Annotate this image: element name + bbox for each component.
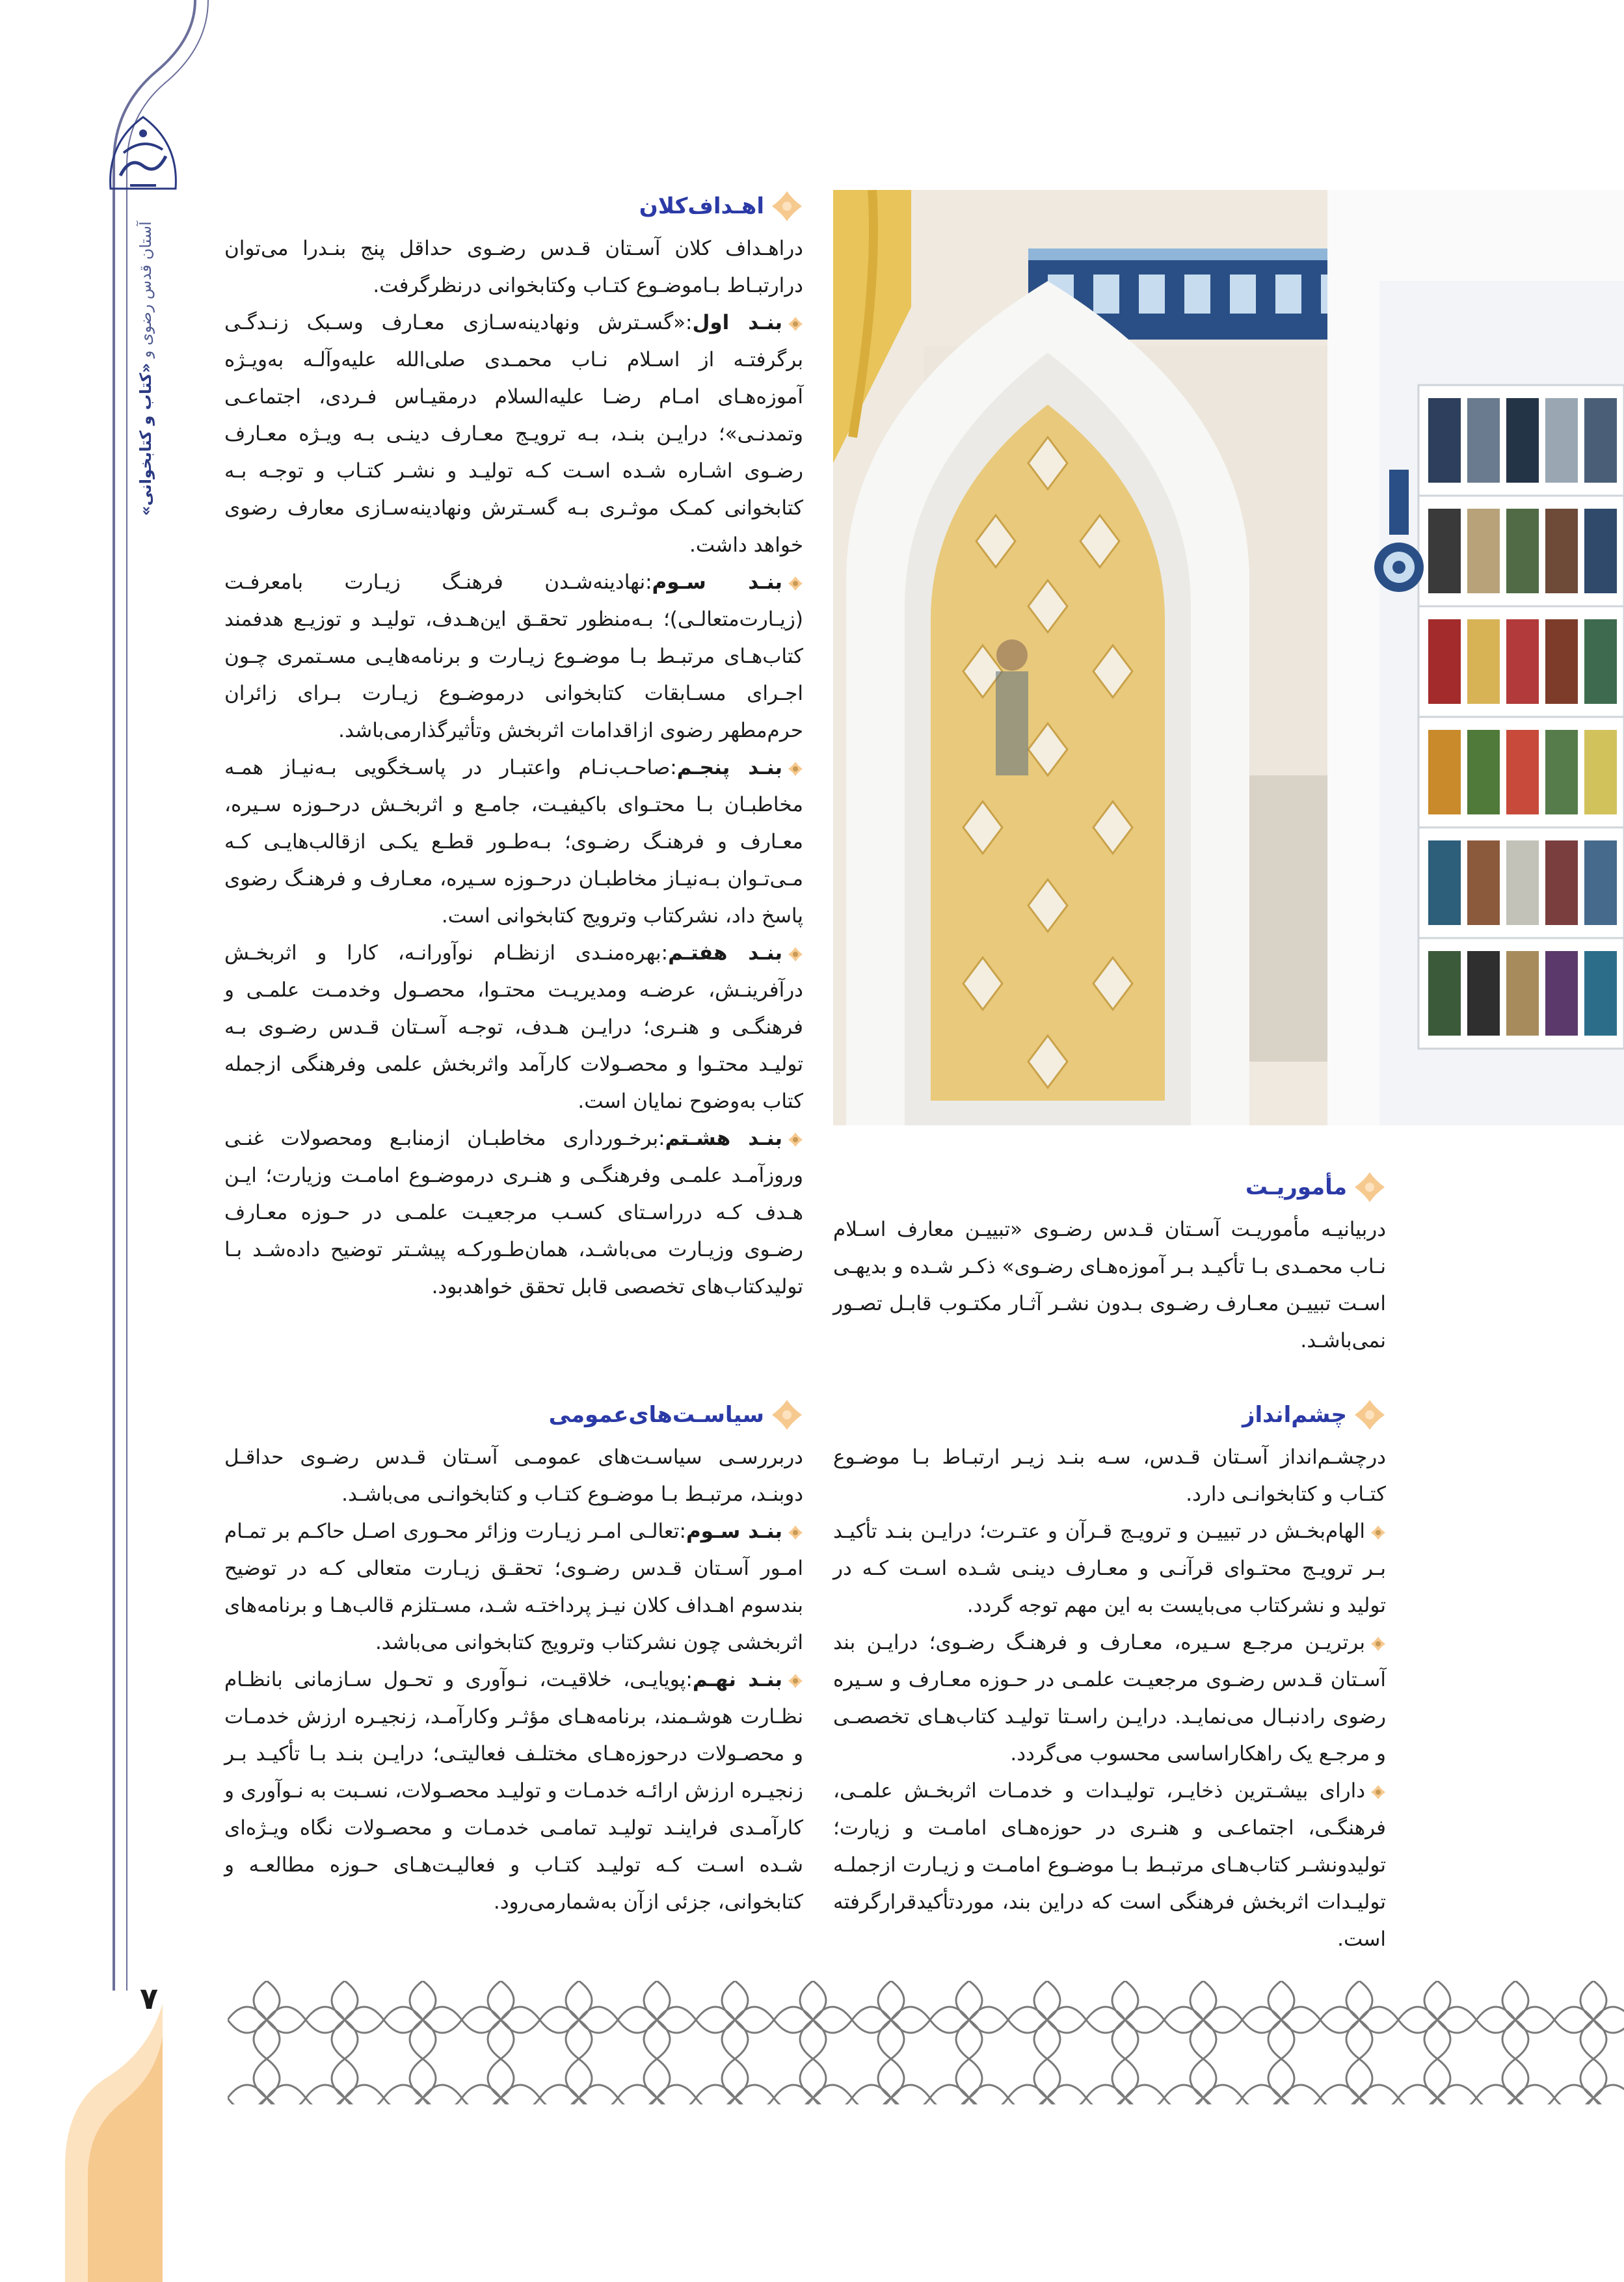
goals-item: [224, 564, 803, 749]
bullet-flower-icon: [788, 1525, 803, 1540]
goals-intro: دراهـداف کلان آسـتان قـدس رضـوی حداقل پنج بنـدرا می‌توان درارتبـاط بـاموضـوع کتـاب وکتابخوانی درنظرگرفت.: [224, 237, 803, 297]
vision-item: [833, 1624, 1386, 1773]
side-title-plain: آستان قدس رضوی و: [137, 221, 155, 358]
goals-heading: [224, 190, 803, 222]
logo-calligraphy-icon: [98, 104, 189, 202]
vision-intro: درچشـم‌انداز آسـتان قـدس، سـه بنـد زیـر ارتبـاط بـا موضـوع کتـاب و کتابخوانـی دارد.: [833, 1445, 1386, 1506]
bullet-flower-icon: [788, 316, 803, 332]
policies-item-text: :تعالـی امـر زیـارت وزائر محـوری اصـل حاکـم بر تمـام امـور آسـتان قـدس رضـوی؛ تحقـق زیـارت متعالی کـه در توضیح بندسوم اهـداف کلان نیـز پرداختـه شـد، مسـتلزم قالب‌هـا و برنامه‌های اثربخشی چون نشرکتاب وترویج کتابخوانی می‌باشد.: [224, 1520, 803, 1654]
policies-item-text: :پویایـی، خلاقیـت، نـوآوری و تحـول سـازمانی بانظـام نظـارت هوشـمند، برنامه‌هـای مؤثـر وکارآمـد، زنجیـره ارزش خدمـات و محصـولات درحوزه‌هـای مختلـف فعالیتـی؛ درایـن بنـد بـا تأکیـد بـر زنجیـره ارزش ارائـه خدمـات و تولیـد محصـولات، نسـبت به نـوآوری و کارآمـدی فراینـد تولیـد تمامـی خدمـات و محصـولات نگاه ویـژه‌ای شـده اسـت کـه تولیـد کتـاب و فعالیـت‌هـای حـوزه مطالعـه و کتابخوانی، جزئی ازآن به‌شمارمی‌رود.: [224, 1668, 803, 1914]
peach-flower-icon: [771, 1399, 803, 1431]
side-decorative-border: [0, 0, 215, 2282]
policies-heading: [224, 1399, 803, 1431]
mission-text: دربیانیـه مأموریـت آسـتان قـدس رضـوی «تبییـن معارف اسـلام نـاب محمـدی بـا تأکیـد بـر آموزه‌هـای رضـوی» ذکـر شـده و بدیهـی اسـت تبییـن معـارف رضـوی بـدون نشـر آثـار مکتـوب قابـل تصـور نمی‌باشـد.: [833, 1218, 1386, 1352]
vision-item: [833, 1773, 1386, 1958]
goals-item-label: بنـد هفتـم: [668, 941, 782, 965]
policies-item-label: بنـد نهـم: [692, 1668, 783, 1691]
mission-section: [833, 1171, 1386, 1360]
vision-item: [833, 1513, 1386, 1624]
goals-item-label: بنـد اول: [692, 311, 782, 334]
side-border-lines: [0, 0, 215, 2282]
goals-item: [224, 1120, 803, 1306]
policies-title: سیاسـت‌های‌عمومی: [548, 1402, 764, 1428]
goals-item-text: :نهادینه‌شـدن فرهنـگ زیـارت بامعرفـت (زیـارت‌متعالـی)؛ بـه‌منظور تحقـق این‌هـدف، تولیـد و توزیـع هدفمند کتاب‌هـای مرتبـط بـا موضـوع زیـارت و برنامه‌هایـی مسـتمری چـون اجـرای مسـابقات کتابخوانی درموضـوع زیـارت بـرای زائران حرم‌مطهر رضوی ازاقدامات اثربخش وتأثیرگذارمی‌باشد.: [224, 570, 803, 742]
mission-heading: [833, 1171, 1386, 1203]
vision-item-text: برتریـن مرجـع سـیره، معـارف و فرهنـگ رضـوی؛ درایـن بند آسـتان قـدس رضـوی مرجعیـت علمـی در حـوزه معـارف و سـیره رضوی رادنبـال می‌نمایـد. درایـن راسـتا تولیـد کتاب‌هـای تخصصـی و مرجـع یک راهکاراساسی محسوب می‌گردد.: [833, 1631, 1386, 1765]
side-running-title: [137, 221, 163, 520]
peach-flower-icon: [1353, 1399, 1386, 1431]
vision-section: [833, 1399, 1386, 1958]
vision-item-text: الهام‌بخـش در تبییـن و ترویـج قـرآن و عتـرت؛ درایـن بنـد تأکیـد بـر ترویـج محتـوای قرآنـی و معـارف دینـی شـده اسـت کـه در تولید و نشرکتاب می‌بایست به این مهم توجه گردد.: [833, 1520, 1386, 1617]
general-policies-section: [224, 1399, 803, 1921]
bullet-flower-icon: [1370, 1525, 1386, 1540]
goals-item: [224, 935, 803, 1120]
bottom-ornament-band: [228, 1981, 1624, 2104]
bullet-flower-icon: [788, 576, 803, 591]
book-exhibit-photo: [833, 190, 1624, 1125]
page-number: ۷: [140, 1981, 159, 2016]
bullet-flower-icon: [788, 1132, 803, 1148]
goals-item-text: :صاحـب‌نـام واعتبـار در پاسـخگویی بـه‌نیـاز همـه مخاطبـان بـا محتـوای باکیفیـت، جامـع و اثربخـش درحـوزه سـیره، معـارف و فرهنـگ رضـوی؛ بـه‌طـور قطـع یکـی ازقالب‌هایـی کـه مـی‌تـوان بـه‌نیـاز مخاطبـان درحـوزه سـیره، معـارف و فرهنـگ رضوی پاسخ داد، نشرکتاب وترویج کتابخوانی است.: [224, 756, 803, 928]
policies-item-label: بنـد سـوم: [686, 1520, 783, 1543]
goals-title: اهـداف‌کلان: [639, 193, 764, 219]
vision-heading: [833, 1399, 1386, 1431]
magazine-logo: [98, 104, 189, 202]
policies-item: [224, 1513, 803, 1661]
bullet-flower-icon: [1370, 1784, 1386, 1800]
goals-item-text: :«گسـترش ونهادینه‌سـازی معـارف وسـبک زنـدگـی برگرفتـه از اسـلام نـاب محمـدی صلی‌الله علیه‌وآلـه به‌ویـژه آموزه‌هـای امـام رضـا علیه‌السلام درمقیـاس فـردی، اجتماعـی وتمدنـی»؛ درایـن بنـد، بـه ترویـج معـارف دینـی بـه ویـژه معـارف رضـوی اشـاره شـده اسـت کـه تولیـد و نشـر کتـاب و توجـه بـه کتابخوانی کمـک موثـری بـه گسـترش ونهادینه‌سـازی معارف رضوی خواهد داشت.: [224, 311, 803, 557]
goals-item-label: بنـد پنجـم: [676, 756, 782, 779]
bullet-flower-icon: [788, 1673, 803, 1689]
goals-item-text: :بهره‌منـدی ازنظـام نوآورانـه، کارا و اثربخـش درآفرینـش، عرضـه ومدیریـت محتـوا، محصـول وخدمـت علمـی و فرهنگـی و هنـری؛ درایـن هـدف، توجـه آسـتان قـدس رضـوی بـه تولیـد محتـوا و محصـولات کارآمد واثربخش علمی وفرهنگی ازجمله کتاب به‌وضوح نمایان است.: [224, 941, 803, 1113]
goals-item-label: بنـد سـوم: [652, 570, 782, 594]
exhibit-illustration: [833, 190, 1624, 1125]
goals-item: [224, 304, 803, 564]
peach-flower-icon: [771, 190, 803, 222]
goals-item: [224, 749, 803, 935]
goals-section: [224, 190, 803, 1306]
bullet-flower-icon: [788, 761, 803, 777]
goals-item-label: بنـد هشـتم: [665, 1127, 782, 1150]
vision-item-text: دارای بیشـترین ذخایـر، تولیـدات و خدمـات اثربخـش علمـی، فرهنگـی، اجتماعـی و هنـری در حوزه‌هـای امامـت و زیارت؛ تولیدونشـر کتاب‌هـای مرتبـط بـا موضـوع امامـت و زیـارت ازجملـه تولیـدات اثربخش فرهنگی است که دراین بند، موردتأکیدقرارگرفته است.: [833, 1779, 1386, 1951]
peach-flower-icon: [1353, 1171, 1386, 1203]
policies-item: [224, 1661, 803, 1921]
vision-title: چشم‌انداز: [1242, 1402, 1347, 1428]
goals-item-text: :برخـورداری مخاطبـان ازمنابـع ومحصولات غنـی وروزآمـد علمـی وفرهنگـی و هنـری درموضـوع امامـت وزیارت؛ ایـن هـدف کـه درراسـتای کسـب مرجعیـت علمـی در حـوزه معـارف رضـوی وزیـارت می‌باشـد، همان‌طـورکـه پیشـتر توضیح داده‌شـد بـا تولیدکتاب‌های تخصصی قابل تحقق خواهدبود.: [224, 1127, 803, 1298]
mission-title: مأموریـت: [1245, 1174, 1347, 1200]
bullet-flower-icon: [1370, 1636, 1386, 1652]
geometric-pattern: [228, 1981, 1624, 2104]
policies-intro: دربررسـی سیاسـت‌های عمومـی آسـتان قـدس رضـوی حداقـل دوبنـد، مرتبـط بـا موضـوع کتـاب و کتابخوانـی می‌باشـد.: [224, 1445, 803, 1506]
side-title-bold: «کتاب و کتابخوانی»: [137, 362, 155, 516]
bullet-flower-icon: [788, 946, 803, 962]
